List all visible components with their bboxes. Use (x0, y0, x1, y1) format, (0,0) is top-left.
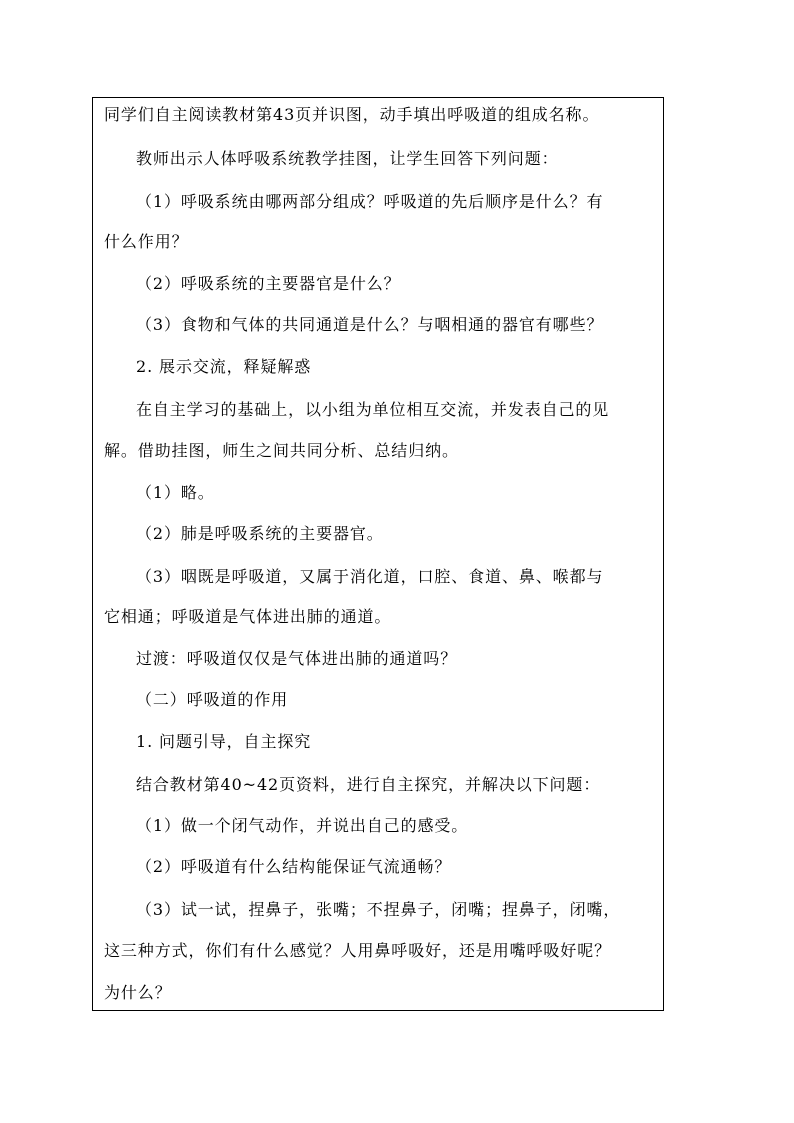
section-heading: （二）呼吸道的作用 (136, 690, 289, 709)
paragraph-line: 同学们自主阅读教材第43页并识图，动手填出呼吸道的组成名称。 (104, 105, 600, 124)
paragraph-line: （3）食物和气体的共同通道是什么？与咽相通的器官有哪些？ (136, 315, 604, 334)
section-heading: 2. 展示交流，释疑解惑 (136, 357, 312, 376)
paragraph-line: （3）咽既是呼吸道，又属于消化道，口腔、食道、鼻、喉都与 (136, 567, 604, 586)
paragraph-line: 它相通；呼吸道是气体进出肺的通道。 (104, 607, 392, 626)
paragraph-line: （2）呼吸道有什么结构能保证气流通畅？ (136, 857, 452, 876)
paragraph-line: 结合教材第40~42页资料，进行自主探究，并解决以下问题： (136, 775, 601, 794)
paragraph-line: 教师出示人体呼吸系统教学挂图，让学生回答下列问题： (136, 149, 559, 168)
paragraph-line: 解。借助挂图，师生之间共同分析、总结归纳。 (104, 441, 459, 460)
paragraph-line: 这三种方式，你们有什么感觉？人用鼻呼吸好，还是用嘴呼吸好呢？ (104, 941, 612, 960)
paragraph-line: （1）做一个闭气动作，并说出自己的感受。 (136, 816, 469, 835)
paragraph-line: （3）试一试，捏鼻子，张嘴；不捏鼻子，闭嘴；捏鼻子，闭嘴， (136, 900, 621, 919)
paragraph-line: （2）呼吸系统的主要器官是什么？ (136, 274, 401, 293)
paragraph-line: 为什么？ (104, 983, 172, 1002)
paragraph-line: 什么作用？ (104, 232, 189, 251)
paragraph-line: 在自主学习的基础上，以小组为单位相互交流，并发表自己的见 (136, 400, 610, 419)
paragraph-line: （1）略。 (136, 483, 215, 502)
paragraph-line: （1）呼吸系统由哪两部分组成？呼吸道的先后顺序是什么？有 (136, 192, 604, 211)
section-heading: 1. 问题引导，自主探究 (136, 732, 312, 751)
paragraph-line: 过渡：呼吸道仅仅是气体进出肺的通道吗？ (136, 649, 458, 668)
paragraph-line: （2）肺是呼吸系统的主要器官。 (136, 524, 384, 543)
